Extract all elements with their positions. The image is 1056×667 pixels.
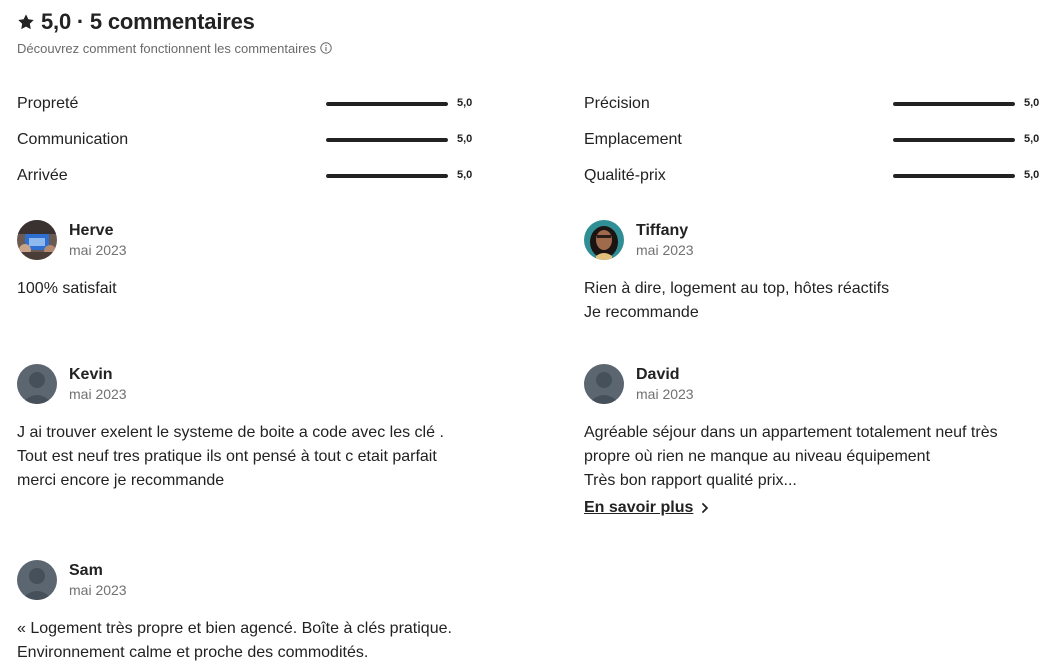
- review-text: Agréable séjour dans un appartement totalement neuf très propre où rien ne manque au niveau équipement Très bon rapport qualité prix...: [584, 424, 998, 489]
- rating-value: 5,0: [457, 169, 473, 181]
- ratings-column-right: [584, 86, 1044, 194]
- review-date: mai 2023: [636, 386, 694, 402]
- rating-row-proprete: [17, 86, 477, 122]
- star-icon: [17, 13, 35, 31]
- reviews-header: [17, 8, 332, 56]
- rating-bar: [893, 138, 1015, 142]
- review-date: mai 2023: [636, 242, 694, 258]
- rating-bar-fill: [893, 174, 1015, 178]
- rating-label: Emplacement: [584, 131, 682, 148]
- how-reviews-work-link[interactable]: [17, 40, 332, 56]
- rating-row-qualite-prix: [584, 158, 1044, 194]
- ratings-column-left: [17, 86, 477, 194]
- review-card-tiffany: [584, 219, 1044, 325]
- rating-bar: [893, 174, 1015, 178]
- reviewer-meta: [69, 561, 127, 599]
- rating-value: 5,0: [1024, 133, 1040, 145]
- rating-row-precision: [584, 86, 1044, 122]
- review-card-david: [584, 363, 1044, 517]
- review-header: [17, 219, 477, 261]
- rating-bar: [893, 102, 1015, 106]
- reviewer-name: David: [636, 366, 680, 383]
- rating-label: Qualité-prix: [584, 167, 666, 184]
- rating-label: Propreté: [17, 95, 79, 112]
- review-text: Rien à dire, logement au top, hôtes réactifs Je recommande: [584, 280, 890, 321]
- rating-row-emplacement: [584, 122, 1044, 158]
- reviewer-name: Tiffany: [636, 222, 689, 239]
- reviewer-meta: [69, 365, 127, 403]
- chevron-right-icon: [699, 502, 711, 514]
- default-avatar-icon[interactable]: [584, 364, 624, 404]
- rating-bar-fill: [893, 138, 1015, 142]
- rating-summary-title: [17, 8, 332, 36]
- avatar[interactable]: [17, 220, 57, 260]
- default-avatar-icon[interactable]: [17, 364, 57, 404]
- how-reviews-work-text: Découvrez comment fonctionnent les commentaires: [17, 40, 317, 56]
- rating-label: Précision: [584, 95, 650, 112]
- rating-value: 5,0: [457, 97, 473, 109]
- rating-bar: [326, 174, 448, 178]
- default-avatar-icon[interactable]: [17, 560, 57, 600]
- review-card-herve: [17, 219, 477, 301]
- rating-value: 5,0: [457, 133, 473, 145]
- avatar[interactable]: [584, 220, 624, 260]
- review-card-sam: [17, 559, 477, 665]
- rating-label: Communication: [17, 131, 129, 148]
- review-card-kevin: [17, 363, 477, 493]
- reviewer-meta: [636, 221, 694, 259]
- rating-value: 5,0: [1024, 169, 1040, 181]
- review-text: « Logement très propre et bien agencé. Boîte à clés pratique. Environnement calme et proche des commodités.: [17, 620, 452, 661]
- review-date: mai 2023: [69, 582, 127, 598]
- review-header: [17, 363, 477, 405]
- review-text: 100% satisfait: [17, 280, 117, 297]
- rating-bar: [326, 138, 448, 142]
- reviewer-name: Sam: [69, 562, 103, 579]
- rating-value: 5,0: [1024, 97, 1040, 109]
- rating-summary-text: 5,0 · 5 commentaires: [41, 9, 255, 34]
- reviewer-name: Kevin: [69, 366, 113, 383]
- reviewer-meta: [636, 365, 694, 403]
- rating-bar-fill: [326, 138, 448, 142]
- read-more-link[interactable]: [584, 499, 711, 517]
- review-date: mai 2023: [69, 386, 127, 402]
- info-icon[interactable]: [320, 42, 332, 54]
- rating-row-arrivee: [17, 158, 477, 194]
- rating-bar-fill: [326, 102, 448, 106]
- reviewer-meta: [69, 221, 127, 259]
- rating-row-communication: [17, 122, 477, 158]
- rating-bar-fill: [893, 102, 1015, 106]
- review-header: [17, 559, 477, 601]
- review-date: mai 2023: [69, 242, 127, 258]
- review-header: [584, 219, 1044, 261]
- review-text: J ai trouver exelent le systeme de boite a code avec les clé . Tout est neuf tres pratique ils ont pensé à tout c etait parfait merci encore je recommande: [17, 424, 444, 489]
- rating-label: Arrivée: [17, 167, 68, 184]
- read-more-label: En savoir plus: [584, 499, 694, 516]
- rating-bar-fill: [326, 174, 448, 178]
- reviewer-name: Herve: [69, 222, 114, 239]
- rating-bar: [326, 102, 448, 106]
- review-header: [584, 363, 1044, 405]
